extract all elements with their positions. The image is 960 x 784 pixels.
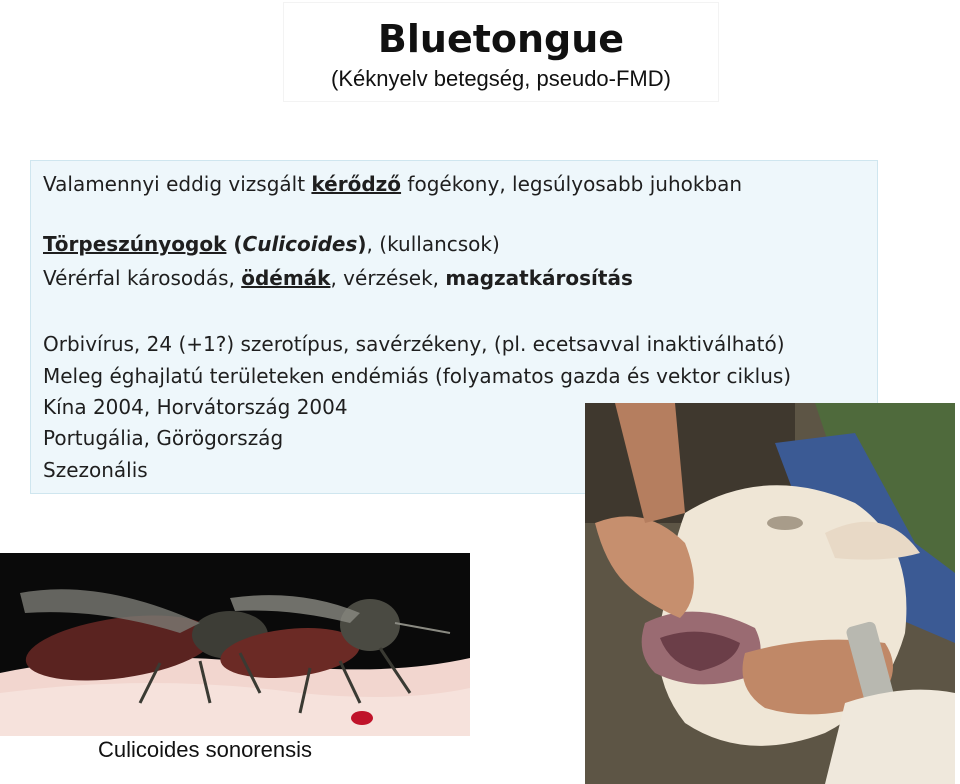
line2-genus: Culicoides <box>242 232 358 256</box>
line3-term: ödémák <box>241 266 331 290</box>
line2-open: ( <box>226 232 243 256</box>
line1-post: fogékony, legsúlyosabb juhokban <box>401 172 743 196</box>
text-line-8: Szezonális <box>43 458 148 482</box>
line3-pre: Vérérfal károsodás, <box>43 266 242 290</box>
text-line-4: Orbivírus, 24 (+1?) szerotípus, savérzékeny, (pl. ecetsavval inaktiválható) <box>43 332 785 356</box>
sheep-lesion-photo <box>585 403 955 784</box>
sheep-photo-illustration <box>585 403 955 784</box>
text-line-5: Meleg éghajlatú területeken endémiás (folyamatos gazda és vektor ciklus) <box>43 364 792 388</box>
text-line-7: Portugália, Görögország <box>43 426 284 450</box>
line2-term: Törpeszúnyogok <box>43 232 227 256</box>
line3-bold: magzatkárosítás <box>445 266 633 290</box>
line2-close: ) <box>357 232 367 256</box>
text-line-3 <box>43 265 633 291</box>
page-subtitle: (Kéknyelv betegség, pseudo-FMD) <box>331 66 671 91</box>
culicoides-photo <box>0 553 470 736</box>
text-line-6: Kína 2004, Horvátország 2004 <box>43 395 348 419</box>
line3-mid: , vérzések, <box>330 266 446 290</box>
insect-caption: Culicoides sonorensis <box>98 737 312 762</box>
title-box <box>283 2 719 102</box>
line2-post: , (kullancsok) <box>366 232 500 256</box>
insect-photo-illustration <box>0 553 470 736</box>
line1-term: kérődző <box>311 172 402 196</box>
page-title: Bluetongue <box>377 17 625 61</box>
text-line-1 <box>43 171 742 197</box>
line1-pre: Valamennyi eddig vizsgált <box>43 172 312 196</box>
text-line-2 <box>43 231 500 257</box>
